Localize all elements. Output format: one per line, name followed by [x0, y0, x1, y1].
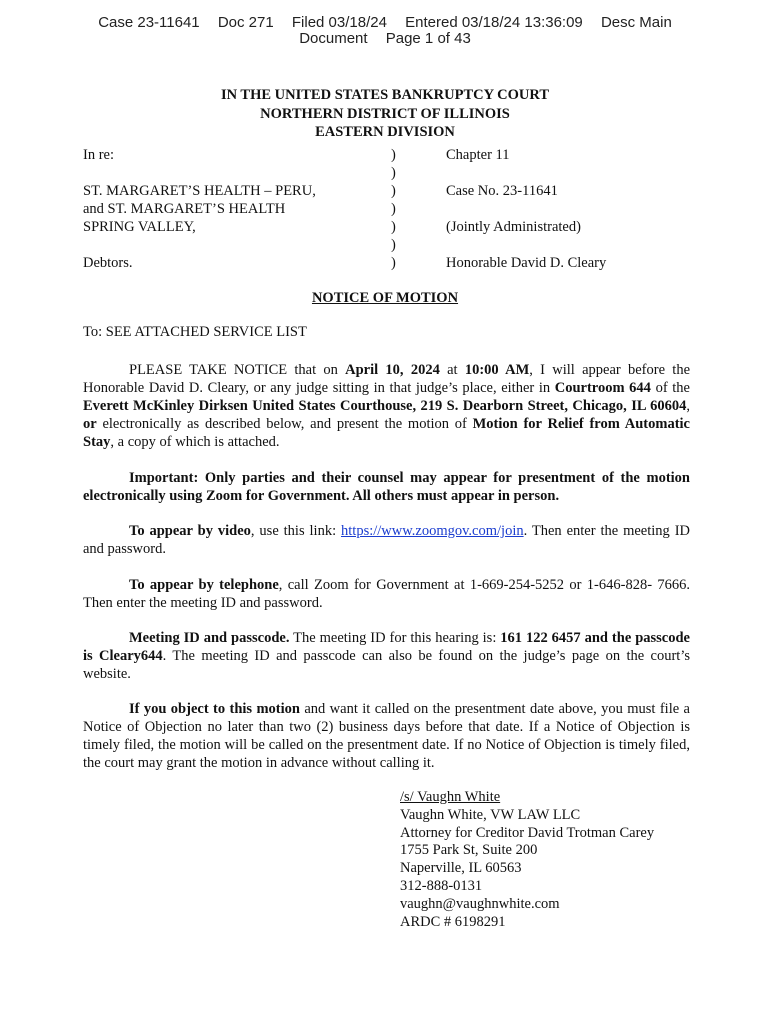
phone: 312-888-0131	[400, 877, 483, 894]
p1-text: ,	[686, 398, 690, 414]
caption-spacer	[83, 236, 383, 254]
filing-header-line-2	[0, 31, 770, 47]
caption-spacer	[446, 236, 746, 254]
court-line-1: IN THE UNITED STATES BANKRUPTCY COURT	[220, 87, 550, 103]
video-paragraph	[83, 522, 690, 558]
address-line-1: 1755 Park St, Suite 200	[400, 842, 538, 859]
caption-spacer	[446, 200, 746, 218]
attorney-name: Vaughn White, VW LAW LLC	[400, 806, 581, 823]
zoomgov-link[interactable]: https://www.zoomgov.com/join	[341, 523, 524, 539]
judge-name: Honorable David D. Cleary	[446, 255, 607, 271]
caption-paren: )	[391, 183, 396, 199]
meeting-id-text: The meeting ID for this hearing is:	[289, 630, 501, 646]
case-number: Case 23-11641	[98, 14, 200, 31]
filed-date: Filed 03/18/24	[291, 14, 387, 31]
signature-block	[400, 789, 654, 931]
caption-parentheses	[391, 146, 405, 272]
objection-text: and want it called on the presentment date above, you must file a Notice of Objection no later than two (2) business days before that date. If a Notice of Objection is timely filed, the motion will be called on the presentment date. If no Notice of Objection is timely filed, the court may grant the motion in advance without calling it.	[83, 701, 690, 771]
chapter: Chapter 11	[446, 147, 510, 163]
desc: Desc Main	[600, 14, 672, 31]
meeting-id-value: 161 122 6457 and the passcode is Cleary644	[83, 630, 690, 664]
p1-text: PLEASE TAKE NOTICE that on	[129, 362, 346, 378]
caption-paren: )	[391, 165, 396, 181]
important-paragraph	[83, 469, 690, 505]
attorney-role: Attorney for Creditor David Trotman Carey	[400, 824, 655, 841]
objection-heading: If you object to this motion	[129, 701, 300, 717]
caption-paren: )	[391, 201, 396, 217]
video-text: . Then enter the meeting ID and password.	[83, 523, 690, 557]
filing-header-line-1	[0, 15, 770, 31]
entered-date: Entered 03/18/24 13:36:09	[405, 14, 583, 31]
important-text: Important: Only parties and their counsel may appear for presentment of the motion electronically using Zoom for Government. All others must appear in person.	[83, 470, 690, 504]
p1-text: at	[439, 362, 465, 378]
in-re: In re:	[83, 147, 114, 163]
court-heading	[0, 86, 770, 142]
p1-text: of the	[650, 380, 690, 396]
hearing-time: 10:00 AM	[464, 362, 530, 378]
party-line-2: and ST. MARGARET’S HEALTH	[83, 201, 286, 217]
case-no: Case No. 23-11641	[446, 183, 558, 199]
address-line-2: Naperville, IL 60563	[400, 860, 522, 877]
caption-paren: )	[391, 237, 396, 253]
or-word: or	[83, 416, 97, 432]
notice-paragraph	[83, 361, 690, 451]
motion-name: Motion for Relief from Automatic Stay	[83, 416, 690, 450]
ardc-number: ARDC # 6198291	[400, 913, 506, 930]
to-line: To: SEE ATTACHED SERVICE LIST	[83, 324, 307, 340]
caption-parties	[83, 146, 383, 272]
telephone-paragraph	[83, 576, 690, 612]
caption-paren: )	[391, 147, 396, 163]
page-number: Page 1 of 43	[385, 30, 471, 47]
p1-text: electronically as described below, and present the motion of	[96, 416, 473, 432]
caption-paren: )	[391, 255, 396, 271]
caption-spacer	[83, 164, 383, 182]
party-line-1: ST. MARGARET’S HEALTH – PERU,	[83, 183, 316, 199]
telephone-text: , call Zoom for Government at 1-669-254-5252 or 1-646-828- 7666. Then enter the meeting ID and password.	[83, 577, 691, 611]
document-label: Document	[299, 30, 368, 47]
courtroom: Courtroom 644	[554, 380, 651, 396]
p1-text: , I will appear before the Honorable David D. Cleary, or any judge sitting in that judge’s place, either in	[83, 362, 690, 396]
debtors-label: Debtors.	[83, 255, 133, 271]
p1-text: , a copy of which is attached.	[110, 434, 280, 450]
caption-paren: )	[391, 219, 396, 235]
courthouse-address: Everett McKinley Dirksen United States Courthouse, 219 S. Dearborn Street, Chicago, IL 60604	[83, 398, 687, 414]
video-text: , use this link:	[250, 523, 342, 539]
caption-case-info	[446, 146, 746, 272]
court-line-2: NORTHERN DISTRICT OF ILLINOIS	[260, 105, 510, 122]
jointly-administrated: (Jointly Administrated)	[446, 219, 581, 235]
doc-number: Doc 271	[217, 14, 274, 31]
signature-line: /s/ Vaughn White	[400, 789, 501, 805]
meeting-id-text: . The meeting ID and passcode can also be found on the judge’s page on the court’s website.	[83, 648, 690, 682]
email: vaughn@vaughnwhite.com	[400, 895, 560, 912]
notice-title: NOTICE OF MOTION	[311, 290, 459, 306]
meeting-id-heading: Meeting ID and passcode.	[129, 630, 290, 646]
party-line-3: SPRING VALLEY,	[83, 219, 196, 235]
meeting-id-paragraph	[83, 629, 690, 683]
court-line-3: EASTERN DIVISION	[315, 124, 455, 140]
telephone-heading: To appear by telephone	[129, 577, 279, 593]
hearing-date: April 10, 2024	[345, 362, 440, 378]
objection-paragraph	[83, 700, 690, 772]
video-heading: To appear by video	[129, 523, 251, 539]
caption-spacer	[446, 164, 746, 182]
